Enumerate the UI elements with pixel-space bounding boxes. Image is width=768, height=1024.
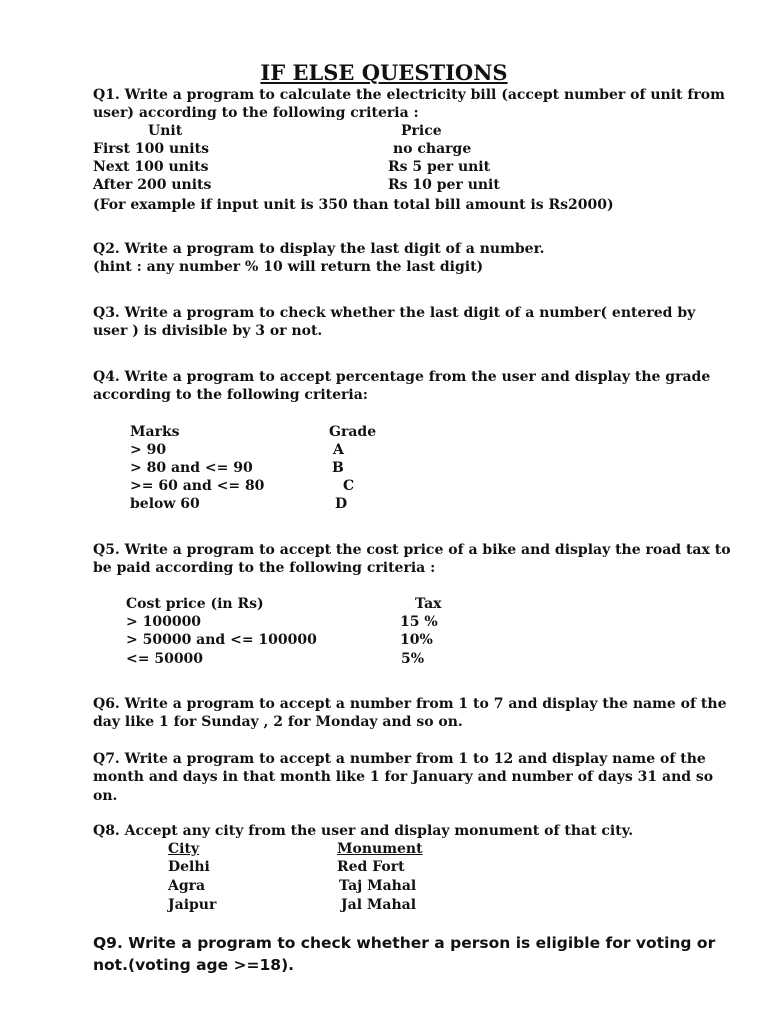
q4-line-1: Q4. Write a program to accept percentage from the user and display the grade bbox=[93, 369, 711, 385]
q6-line-1: Q6. Write a program to accept a number from 1 to 7 and display the name of the bbox=[93, 696, 727, 712]
q4-header-grade: Grade bbox=[329, 424, 377, 440]
q1-row-1-price: no charge bbox=[393, 141, 472, 157]
q4-row-2-grade: B bbox=[332, 460, 344, 476]
q8-row-2-city: Agra bbox=[168, 878, 206, 894]
q5-header-tax: Tax bbox=[415, 596, 442, 612]
q7-line-2: month and days in that month like 1 for January and number of days 31 and so bbox=[93, 769, 714, 785]
q4-header-marks: Marks bbox=[130, 424, 180, 440]
q1-header-unit: Unit bbox=[148, 123, 183, 139]
q9-line-2: not.(voting age >=18). bbox=[93, 956, 295, 974]
q7-line-3: on. bbox=[93, 788, 118, 804]
q5-line-1: Q5. Write a program to accept the cost price of a bike and display the road tax to bbox=[93, 542, 731, 558]
q1-example: (For example if input unit is 350 than total bill amount is Rs2000) bbox=[93, 197, 614, 213]
q6-line-2: day like 1 for Sunday , 2 for Monday and so on. bbox=[93, 714, 463, 730]
q3-line-2: user ) is divisible by 3 or not. bbox=[93, 323, 323, 339]
q4-row-2-marks: > 80 and <= 90 bbox=[130, 460, 253, 476]
q1-line-2: user) according to the following criteria : bbox=[93, 105, 419, 121]
q4-row-3-marks: >= 60 and <= 80 bbox=[130, 478, 265, 494]
q8-row-1-monument: Red Fort bbox=[337, 859, 405, 875]
q4-row-4-marks: below 60 bbox=[130, 496, 200, 512]
q8-row-3-city: Jaipur bbox=[168, 897, 217, 913]
q1-header-price: Price bbox=[401, 123, 442, 139]
q8-line-1: Q8. Accept any city from the user and display monument of that city. bbox=[93, 823, 634, 839]
q4-line-2: according to the following criteria: bbox=[93, 387, 368, 403]
q8-row-1-city: Delhi bbox=[168, 859, 210, 875]
q4-row-3-grade: C bbox=[343, 478, 355, 494]
q5-row-3-cost: <= 50000 bbox=[126, 651, 204, 667]
q4-row-4-grade: D bbox=[335, 496, 348, 512]
q3-line-1: Q3. Write a program to check whether the last digit of a number( entered by bbox=[93, 305, 696, 321]
q1-row-3-price: Rs 10 per unit bbox=[388, 177, 500, 193]
q1-row-2-unit: Next 100 units bbox=[93, 159, 209, 175]
q4-row-1-marks: > 90 bbox=[130, 442, 167, 458]
q5-line-2: be paid according to the following criteria : bbox=[93, 560, 436, 576]
q5-row-3-tax: 5% bbox=[401, 651, 425, 667]
page-title: IF ELSE QUESTIONS bbox=[260, 60, 508, 85]
q9-line-1: Q9. Write a program to check whether a person is eligible for voting or bbox=[93, 934, 716, 952]
q5-row-1-cost: > 100000 bbox=[126, 614, 202, 630]
q1-line-1: Q1. Write a program to calculate the electricity bill (accept number of unit from bbox=[93, 87, 725, 103]
q8-row-2-monument: Taj Mahal bbox=[339, 878, 417, 894]
q5-row-1-tax: 15 % bbox=[400, 614, 438, 630]
q1-row-1-unit: First 100 units bbox=[93, 141, 209, 157]
q1-row-2-price: Rs 5 per unit bbox=[388, 159, 491, 175]
q8-header-monument: Monument bbox=[337, 841, 423, 857]
q7-line-1: Q7. Write a program to accept a number from 1 to 12 and display name of the bbox=[93, 751, 706, 767]
q4-row-1-grade: A bbox=[333, 442, 344, 458]
q1-row-3-unit: After 200 units bbox=[93, 177, 212, 193]
q8-row-3-monument: Jal Mahal bbox=[341, 897, 417, 913]
q2-line-1: Q2. Write a program to display the last digit of a number. bbox=[93, 241, 545, 257]
q5-header-cost: Cost price (in Rs) bbox=[126, 596, 264, 612]
q8-header-city: City bbox=[168, 841, 200, 857]
q2-line-2: (hint : any number % 10 will return the last digit) bbox=[93, 259, 484, 275]
q5-row-2-tax: 10% bbox=[400, 632, 433, 648]
q5-row-2-cost: > 50000 and <= 100000 bbox=[126, 632, 317, 648]
